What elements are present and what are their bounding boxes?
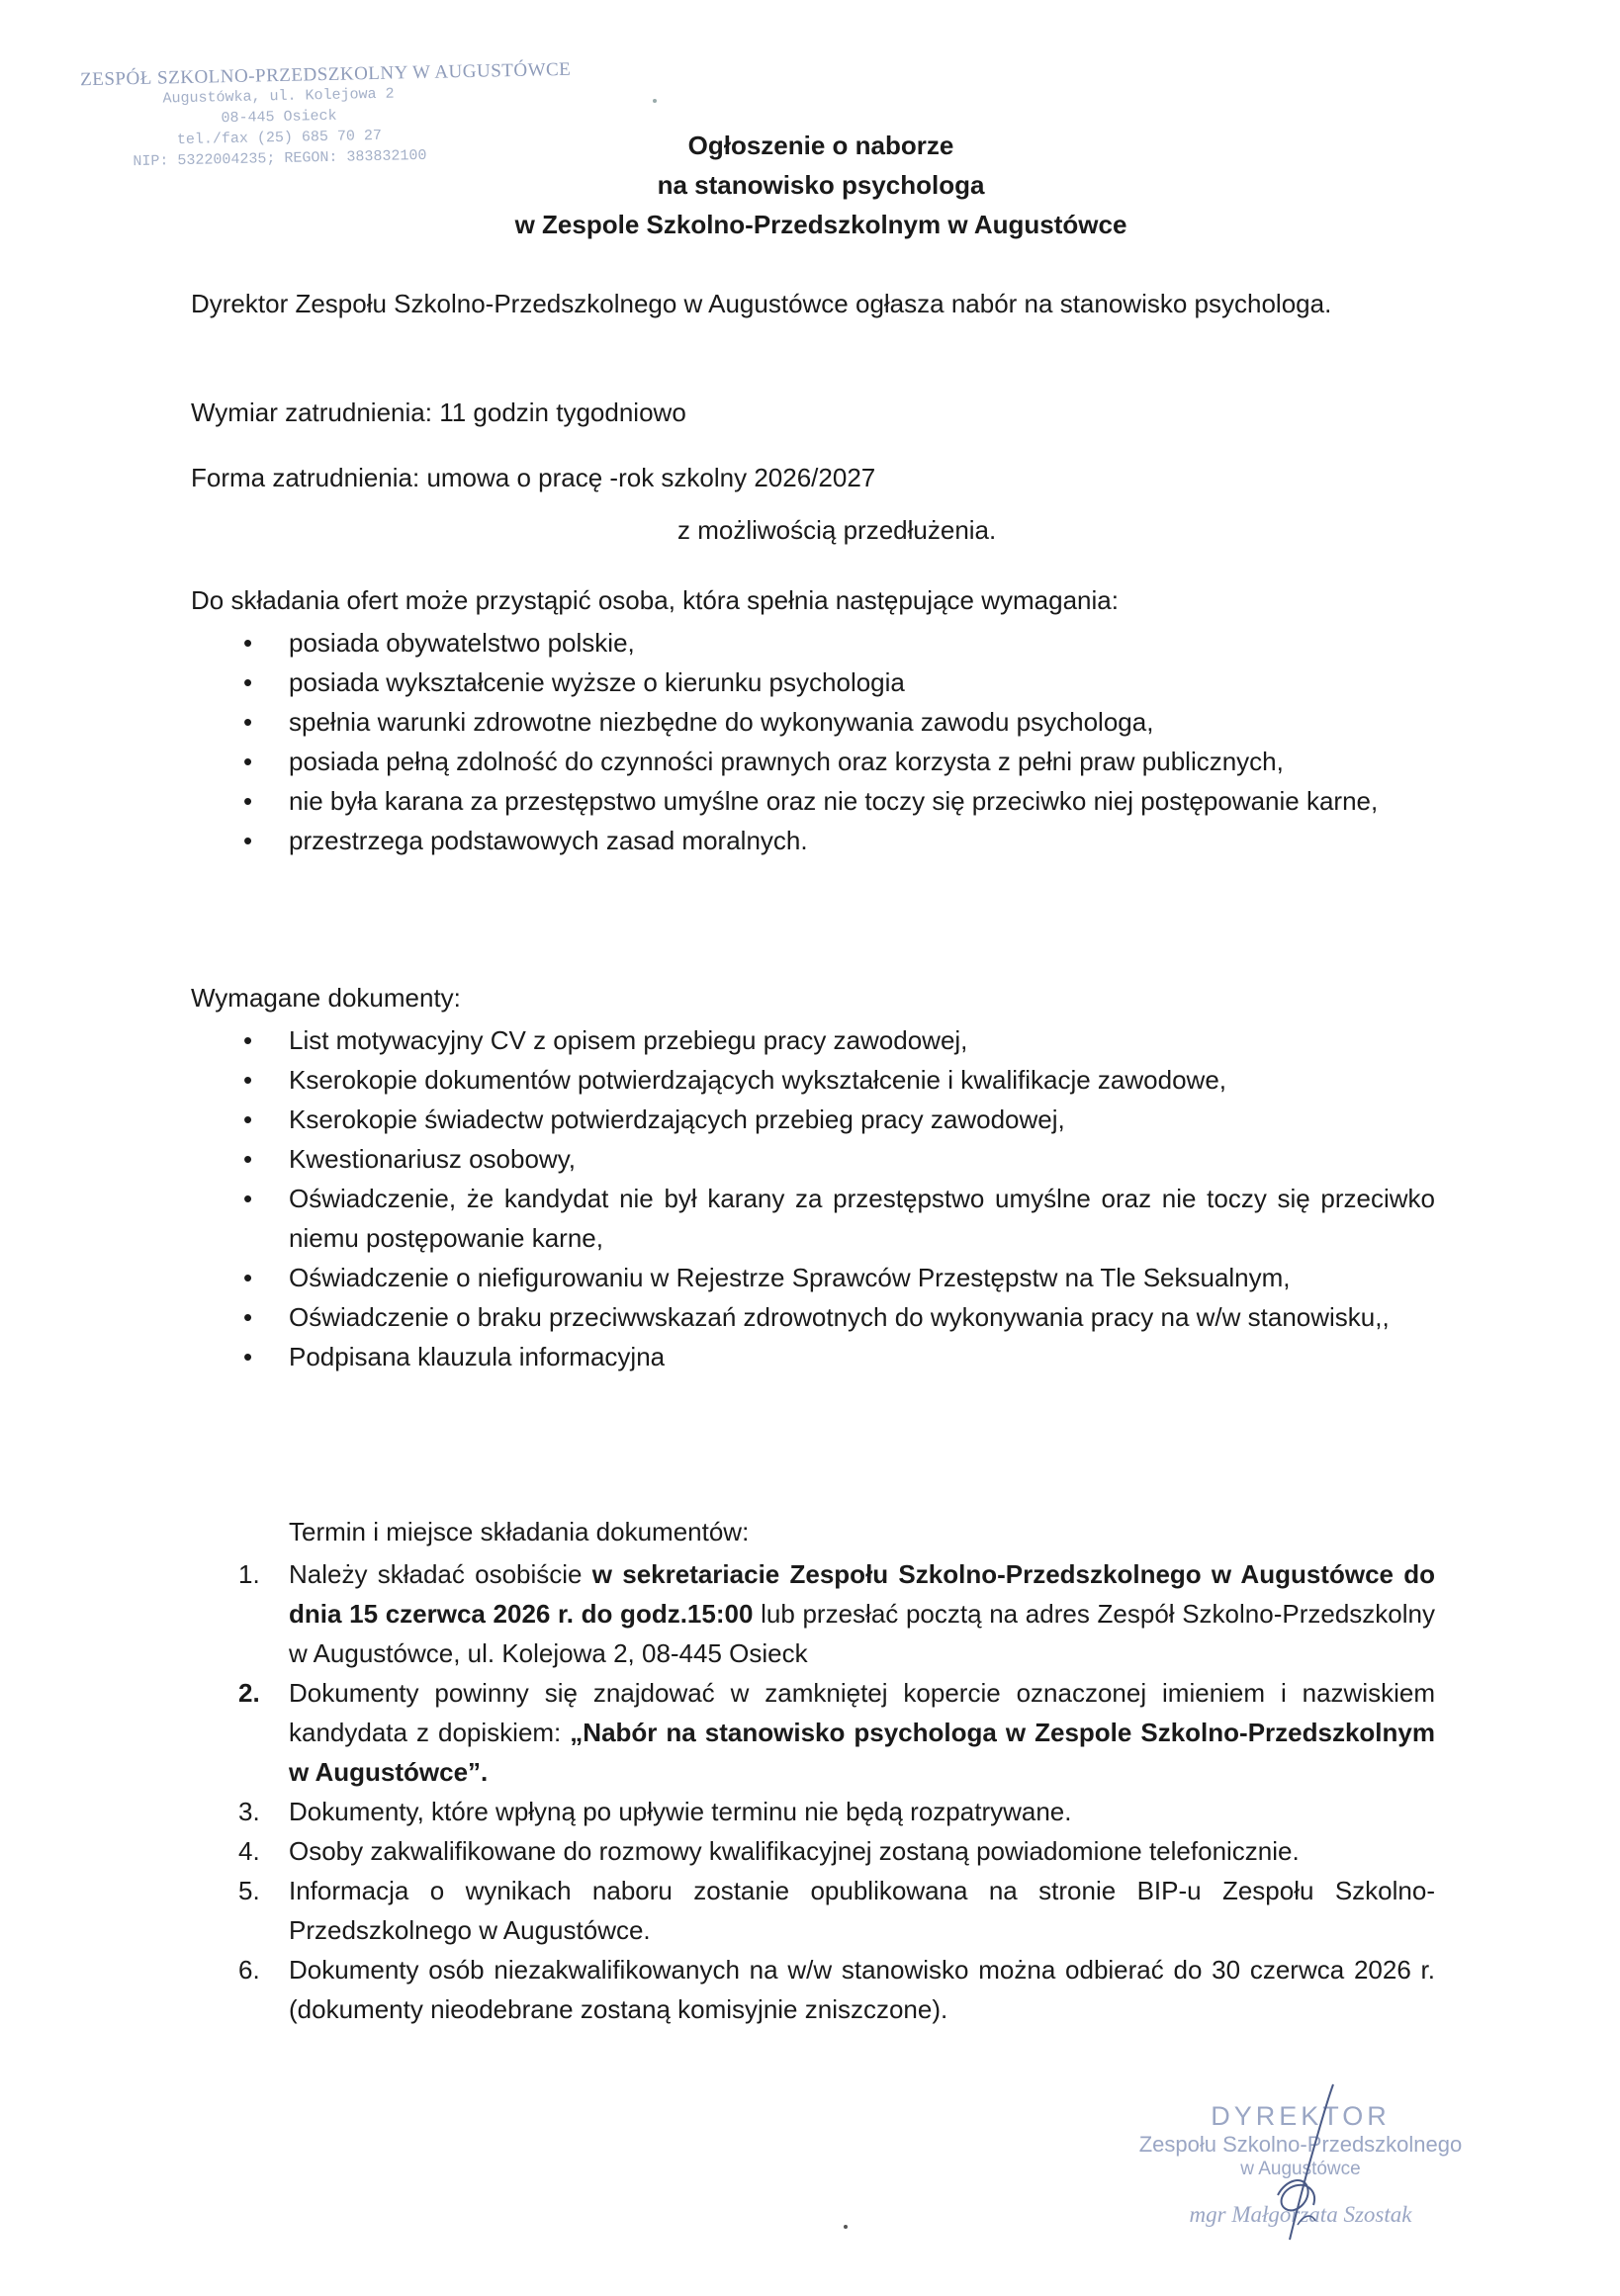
numbered-item: 4. Osoby zakwalifikowane do rozmowy kwalifikacyjnej zostaną powiadomione telefonicznie. — [191, 1831, 1435, 1871]
stamp-address: Augustówka, ul. Kolejowa 2 — [162, 85, 395, 108]
requirements-list — [191, 623, 1435, 860]
title-line-2: na stanowisko psychologa — [657, 170, 985, 200]
item-number: 4. — [238, 1836, 260, 1866]
bullet-icon: • — [243, 826, 253, 855]
numbered-item: 1. Należy składać osobiście w sekretariacie Zespołu Szkolno-Przedszkolnego w Augustówce do dnia 15 czerwca 2026 r. do godz.15:00 lub przesłać pocztą na adres Zespół Szkolno-Przedszkolny w Augustówce, ul. Kolejowa 2, 08-445 Osieck — [191, 1554, 1435, 1673]
requirements-heading-text: Do składania ofert może przystąpić osoba, która spełnia następujące wymagania: — [191, 585, 1119, 615]
intro-paragraph — [191, 285, 1435, 323]
list-item: • Oświadczenie, że kandydat nie był karany za przestępstwo umyślne oraz nie toczy się przeciwko niemu postępowanie karne, — [191, 1179, 1435, 1258]
bullet-icon: • — [243, 786, 253, 816]
scan-speck — [844, 2225, 848, 2229]
item-number: 5. — [238, 1876, 260, 1905]
list-item: • posiada wykształcenie wyższe o kierunku psychologia — [191, 662, 1435, 702]
stamp-institution: Zespołu Szkolno-Przedszkolnego — [1138, 2132, 1463, 2157]
documents-heading-text: Wymagane dokumenty: — [191, 983, 461, 1013]
employment-form-extension — [677, 511, 1271, 550]
bullet-icon: • — [243, 1184, 253, 1213]
list-item: • przestrzega podstawowych zasad moralnych. — [191, 821, 1435, 860]
list-item: • Kserokopie dokumentów potwierdzających wykształcenie i kwalifikacje zawodowe, — [191, 1060, 1435, 1100]
documents-list — [191, 1020, 1435, 1376]
list-item: • Kserokopie świadectw potwierdzających przebieg pracy zawodowej, — [191, 1100, 1435, 1139]
bullet-icon: • — [243, 1144, 253, 1174]
list-item: • Oświadczenie o niefigurowaniu w Rejestrze Sprawców Przestępstw na Tle Seksualnym, — [191, 1258, 1435, 1297]
item-number: 2. — [238, 1678, 260, 1708]
stamp-director-title: DYREKTOR — [1211, 2101, 1391, 2131]
bullet-icon: • — [243, 628, 253, 658]
bullet-icon: • — [243, 1025, 253, 1055]
stamp-school-name: ZESPÓŁ SZKOLNO-PRZEDSZKOLNY W AUGUSTÓWCE — [79, 58, 572, 91]
stamp-phone: tel./fax (25) 685 70 27 — [176, 127, 383, 149]
employment-form-text: Forma zatrudnienia: umowa o pracę -rok szkolny 2026/2027 — [191, 463, 876, 492]
employment-scope — [191, 394, 1435, 432]
bullet-icon: • — [243, 707, 253, 737]
list-item: • Podpisana klauzula informacyjna — [191, 1337, 1435, 1376]
list-item: • Kwestionariusz osobowy, — [191, 1139, 1435, 1179]
scan-speck — [653, 99, 657, 103]
deadline-list — [191, 1554, 1435, 2029]
numbered-item: 6. Dokumenty osób niezakwalifikowanych na w/w stanowisko można odbierać do 30 czerwca 2026 r. (dokumenty nieodebrane zostaną komisyjnie zniszczone). — [191, 1950, 1435, 2029]
employment-scope-text: Wymiar zatrudnienia: 11 godzin tygodniowo — [191, 397, 686, 427]
list-item: • posiada pełną zdolność do czynności prawnych oraz korzysta z pełni praw publicznych, — [191, 742, 1435, 781]
bullet-icon: • — [243, 1302, 253, 1332]
stamp-postal: 08-445 Osieck — [221, 107, 337, 128]
documents-heading — [191, 979, 1435, 1017]
bullet-icon: • — [243, 747, 253, 776]
numbered-item: 5. Informacja o wynikach naboru zostanie opublikowana na stronie BIP-u Zespołu Szkolno-Przedszkolnego w Augustówce. — [191, 1871, 1435, 1950]
list-item: • Oświadczenie o braku przeciwwskazań zdrowotnych do wykonywania pracy na w/w stanowisku,, — [191, 1297, 1435, 1337]
bullet-icon: • — [243, 667, 253, 697]
bullet-icon: • — [243, 1263, 253, 1292]
stamp-nip-regon: NIP: 5322004235; REGON: 383832100 — [133, 146, 427, 171]
bullet-icon: • — [243, 1104, 253, 1134]
employment-form-extension-text: z możliwością przedłużenia. — [677, 515, 997, 545]
bullet-icon: • — [243, 1065, 253, 1095]
title-line-3: w Zespole Szkolno-Przedszkolnym w Augustówce — [514, 210, 1127, 239]
deadline-heading-text: Termin i miejsce składania dokumentów: — [289, 1517, 750, 1546]
handwritten-signature — [1238, 2076, 1377, 2254]
numbered-item: 2. Dokumenty powinny się znajdować w zamkniętej kopercie oznaczonej imieniem i nazwiskiem kandydata z dopiskiem: „Nabór na stanowisko psychologa w Zespole Szkolno-Przedszkolnym w Augustówce”. — [191, 1673, 1435, 1792]
item-number: 1. — [238, 1559, 260, 1589]
item-number: 6. — [238, 1955, 260, 1985]
employment-form — [191, 459, 1435, 497]
bullet-icon: • — [243, 1342, 253, 1371]
item-number: 3. — [238, 1797, 260, 1826]
stamp-location: w Augustówce — [1240, 2159, 1361, 2179]
list-item: • nie była karana za przestępstwo umyślne oraz nie toczy się przeciwko niej postępowanie karne, — [191, 781, 1435, 821]
list-item: • List motywacyjny CV z opisem przebiegu pracy zawodowej, — [191, 1020, 1435, 1060]
requirements-heading — [191, 581, 1435, 620]
numbered-item: 3. Dokumenty, które wpłyną po upływie terminu nie będą rozpatrywane. — [191, 1792, 1435, 1831]
list-item: • posiada obywatelstwo polskie, — [191, 623, 1435, 662]
list-item: • spełnia warunki zdrowotne niezbędne do wykonywania zawodu psychologa, — [191, 702, 1435, 742]
deadline-heading — [289, 1513, 1435, 1551]
stamp-director-name: mgr Małgorzata Szostak — [1189, 2202, 1412, 2227]
document-title — [396, 126, 1246, 244]
title-line-1: Ogłoszenie o naborze — [687, 131, 954, 160]
intro-text: Dyrektor Zespołu Szkolno-Przedszkolnego w Augustówce ogłasza nabór na stanowisko psychologa. — [191, 289, 1332, 318]
